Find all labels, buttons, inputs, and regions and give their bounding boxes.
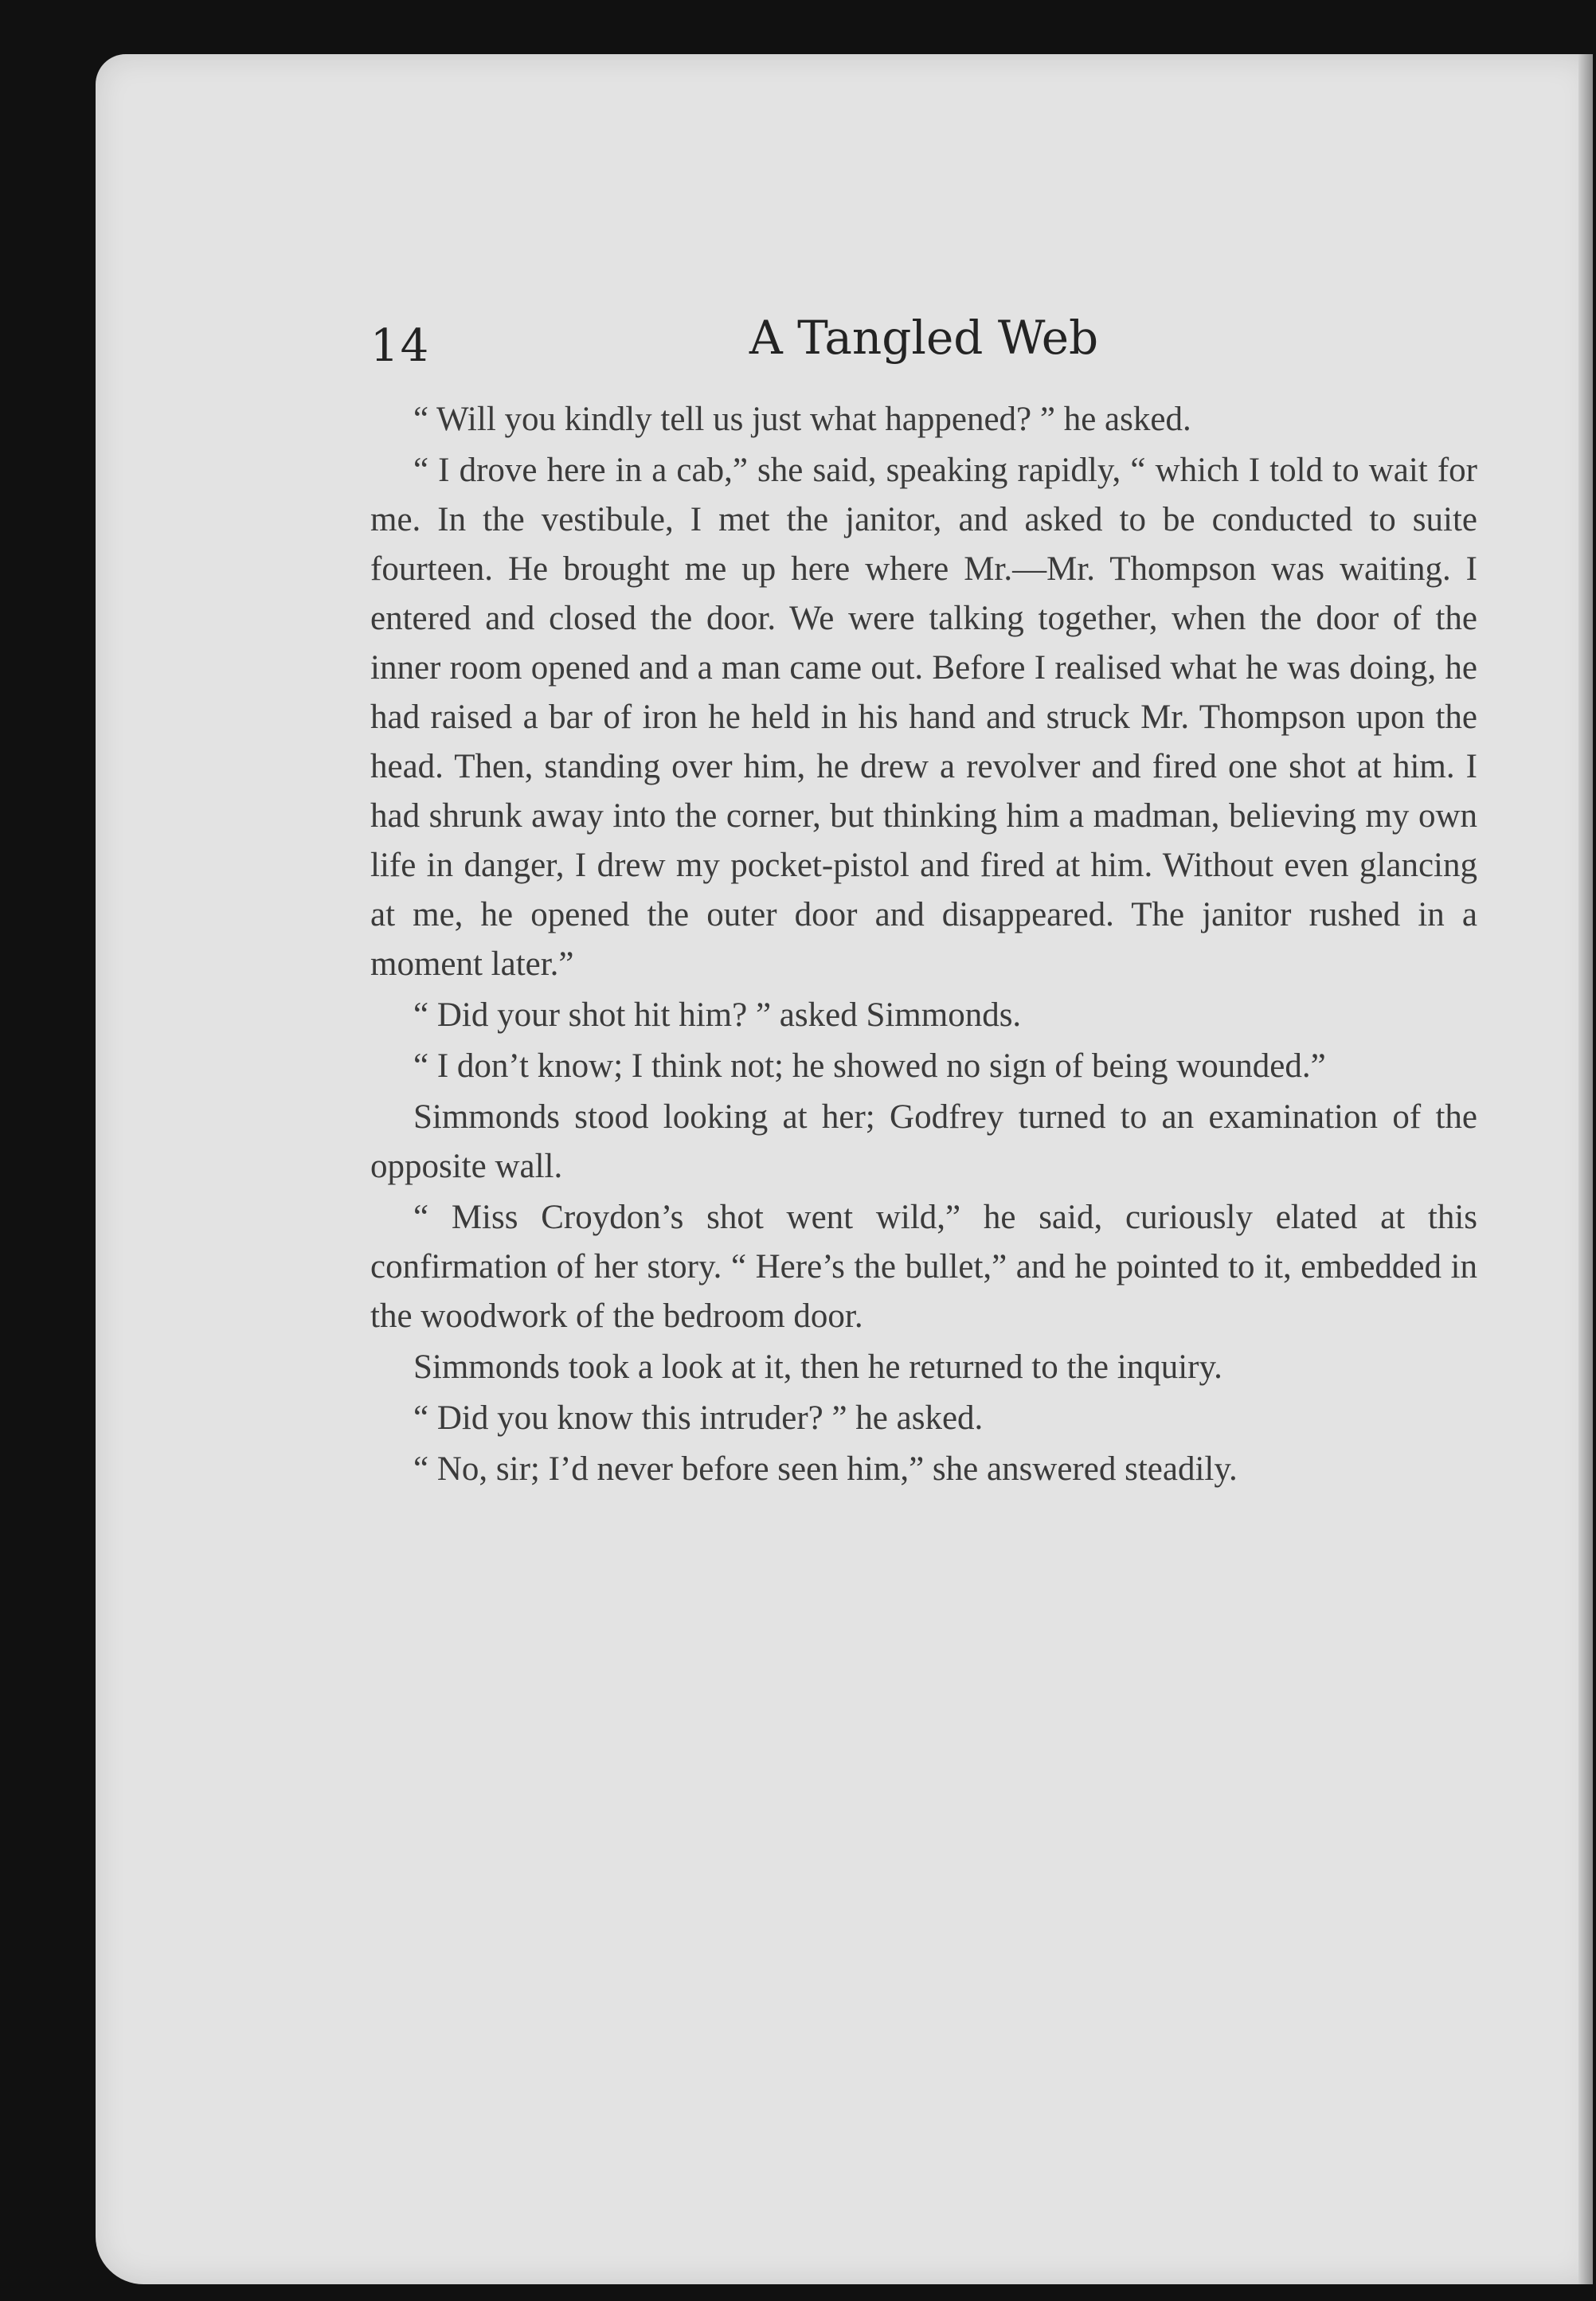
body-text bbox=[370, 395, 1477, 1496]
paragraph: “ No, sir; I’d never before seen him,” she answered steadily. bbox=[413, 1450, 1238, 1488]
paragraph: “ Miss Croydon’s shot went wild,” he said, curiously elated at this confirmation of her story. “ Here’s the bullet,” and he pointed to it, embedded in the woodwork of the bedroom door. bbox=[370, 1199, 1477, 1335]
paragraph: “ Did you know this intruder? ” he asked. bbox=[413, 1399, 984, 1437]
paragraph: Simmonds stood looking at her; Godfrey turned to an examination of the opposite wall. bbox=[370, 1098, 1477, 1185]
paragraph: “ I drove here in a cab,” she said, speaking rapidly, “ which I told to wait for me. In the vestibule, I met the janitor, and asked to be conducted to suite fourteen. He brought me up here where Mr.—Mr. Thompson was waiting. I entered and closed the door. We were talking together, when the door of the inner room opened and a man came out. Before I realised what he was doing, he had raised a bar of iron he held in his hand and struck Mr. Thompson upon the head. Then, standing over him, he drew a revolver and fired one shot at him. I had shrunk away into the corner, but thinking him a madman, believing my own life in danger, I drew my pocket-pistol and fired at him. Without even glancing at me, he opened the outer door and disappeared. The janitor rushed in a moment later.” bbox=[370, 452, 1477, 983]
book-page bbox=[96, 54, 1593, 2284]
page-binding-edge bbox=[1578, 54, 1593, 2284]
page-header bbox=[370, 301, 1477, 397]
paragraph: “ Did your shot hit him? ” asked Simmonds. bbox=[413, 996, 1022, 1034]
running-title: A Tangled Web bbox=[749, 311, 1099, 365]
page-number: 14 bbox=[370, 320, 431, 372]
paragraph: “ I don’t know; I think not; he showed no sign of being wounded.” bbox=[413, 1047, 1326, 1085]
paragraph: “ Will you kindly tell us just what happened? ” he asked. bbox=[413, 401, 1191, 438]
paragraph: Simmonds took a look at it, then he returned to the inquiry. bbox=[413, 1348, 1222, 1386]
